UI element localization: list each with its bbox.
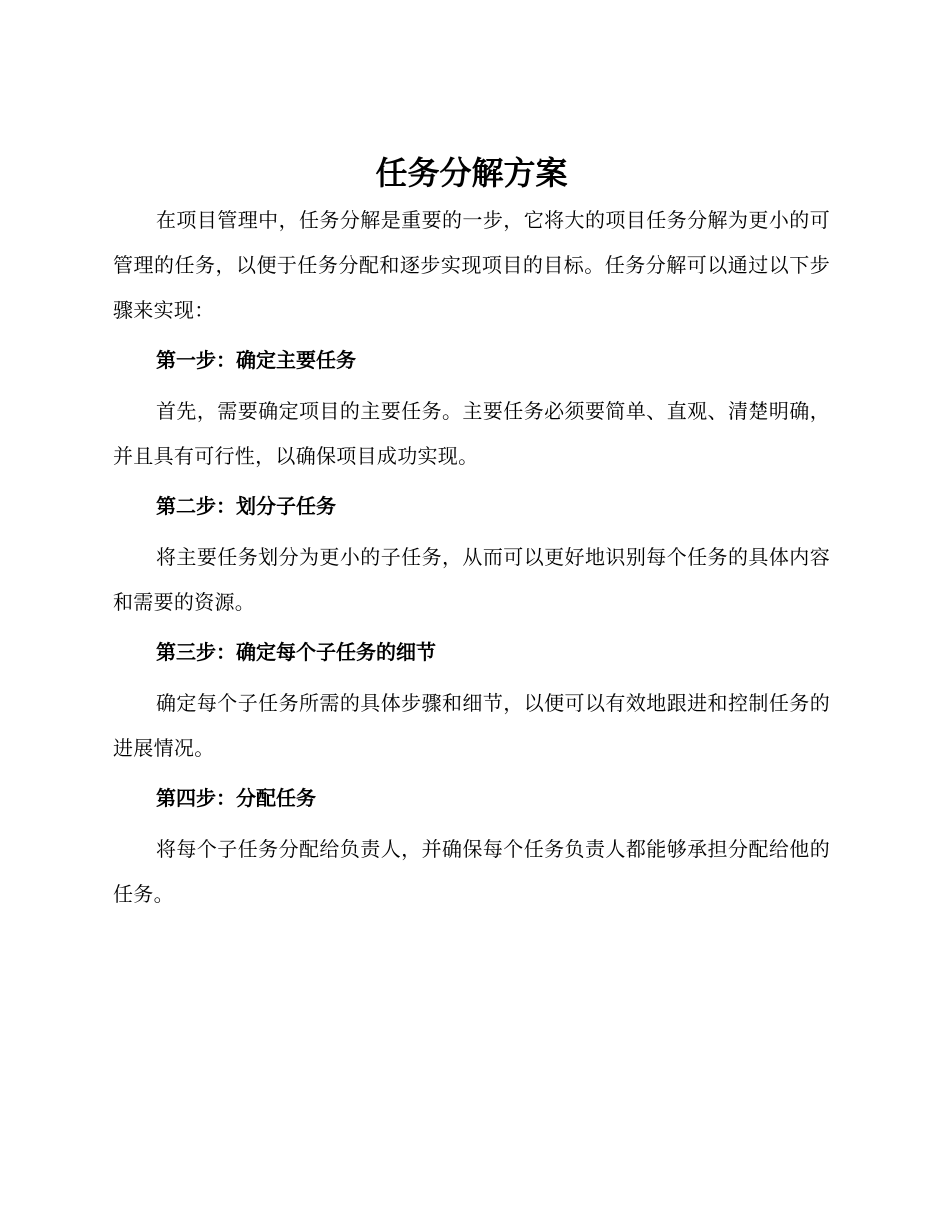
step-body-2: 将主要任务划分为更小的子任务，从而可以更好地识别每个任务的具体内容和需要的资源。 — [113, 545, 830, 614]
step-section-2 — [113, 491, 830, 625]
step-body-4: 将每个子任务分配给负责人，并确保每个任务负责人都能够承担分配给他的任务。 — [113, 837, 830, 906]
step-heading-4: 第四步：分配任务 — [156, 786, 316, 810]
step-section-4 — [113, 783, 830, 917]
step-body-3: 确定每个子任务所需的具体步骤和细节，以便可以有效地跟进和控制任务的进展情况。 — [113, 691, 830, 760]
step-body-1: 首先，需要确定项目的主要任务。主要任务必须要简单、直观、清楚明确，并且具有可行性，以确保项目成功实现。 — [113, 399, 830, 468]
step-heading-3: 第三步：确定每个子任务的细节 — [156, 640, 436, 664]
step-heading-2: 第二步：划分子任务 — [156, 494, 336, 518]
step-heading-1: 第一步：确定主要任务 — [156, 348, 356, 372]
document-page — [113, 150, 830, 917]
step-section-1 — [113, 345, 830, 479]
intro-paragraph: 在项目管理中，任务分解是重要的一步，它将大的项目任务分解为更小的可管理的任务，以便于任务分配和逐步实现项目的目标。任务分解可以通过以下步骤来实现： — [113, 208, 830, 322]
step-section-3 — [113, 637, 830, 771]
document-title: 任务分解方案 — [375, 154, 568, 192]
